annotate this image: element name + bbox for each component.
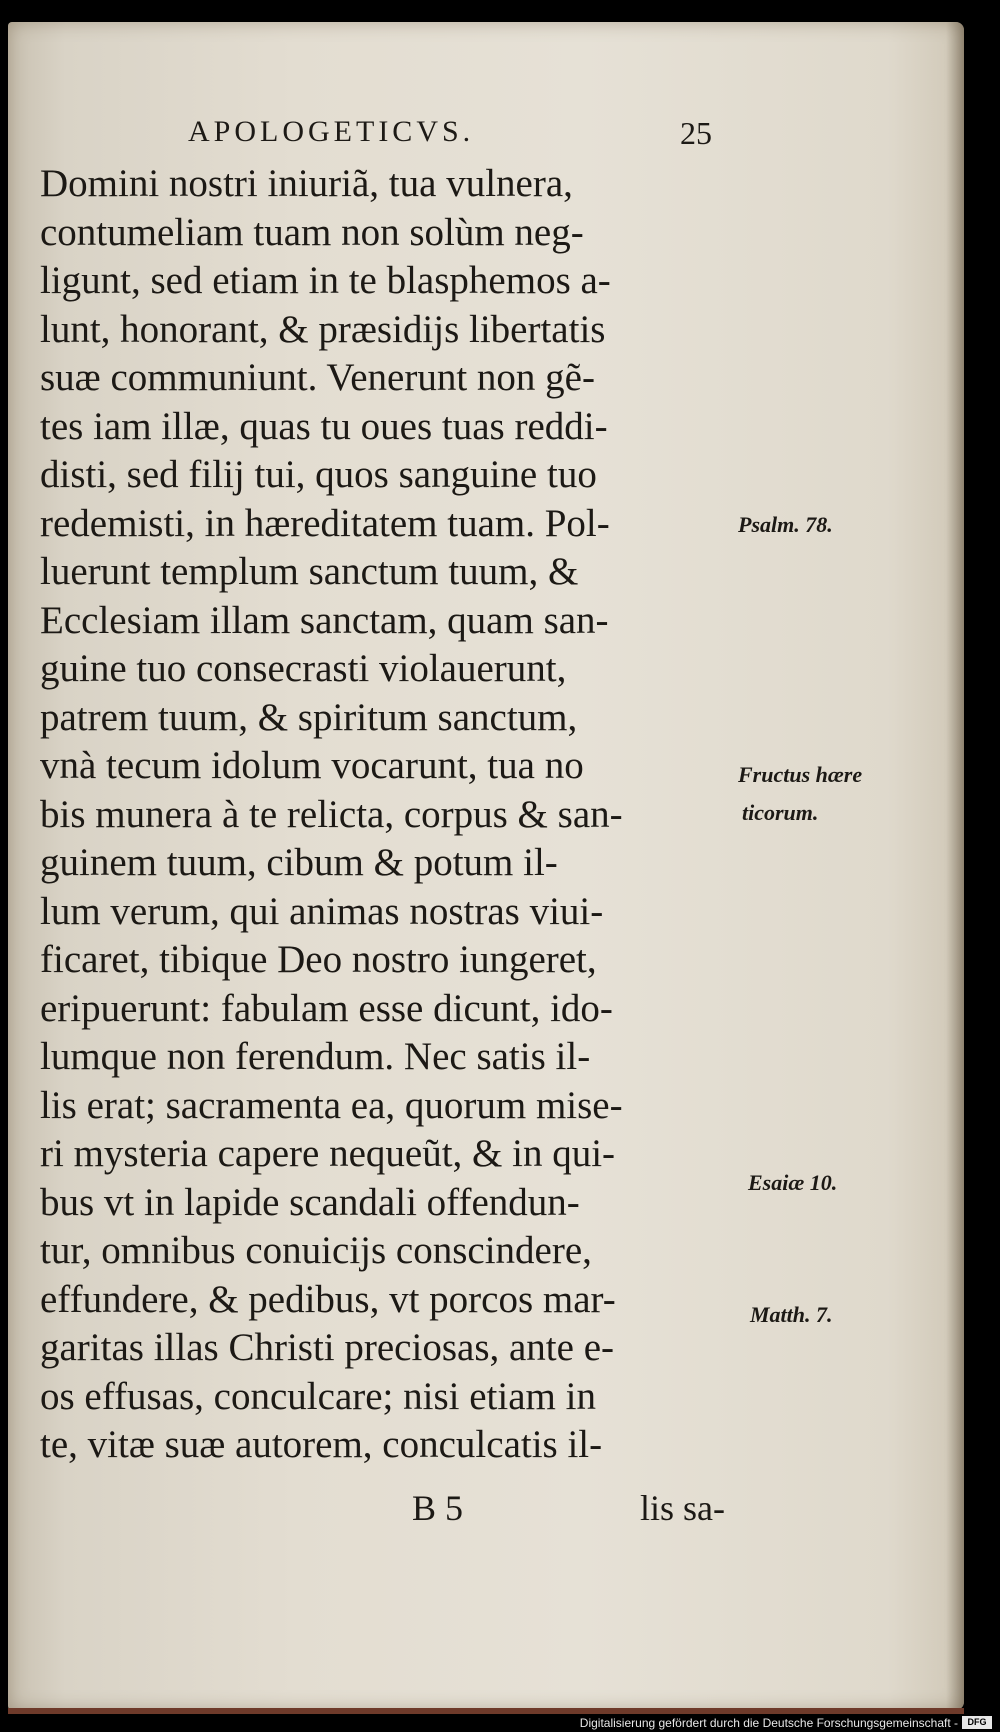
text-line: patrem tuum, & spiritum sanctum,	[40, 695, 578, 739]
text-line: tur, omnibus conuicijs conscindere,	[40, 1229, 592, 1272]
text-line: Ecclesiam illam sanctam, quam san-	[40, 598, 609, 642]
text-line: bus vt in lapide scandali offendun-	[40, 1180, 580, 1224]
marginal-note-esaiae: Esaiæ 10.	[748, 1170, 838, 1195]
text-line: vnà tecum idolum vocarunt, tua no	[40, 744, 584, 787]
text-line: redemisti, in hæreditatem tuam. Pol-	[40, 501, 610, 545]
marginal-note-fructus-cont: ticorum.	[742, 800, 819, 825]
text-line: lunt, honorant, & præsidijs libertatis	[40, 307, 606, 351]
page-gutter-shadow	[946, 22, 964, 1710]
text-line: suæ communiunt. Venerunt non gẽ-	[40, 356, 595, 399]
text-line: bis munera à te relicta, corpus & san-	[40, 792, 623, 836]
running-head: APOLOGETICVS.	[188, 115, 475, 148]
text-line: lumque non ferendum. Nec satis il-	[40, 1035, 591, 1078]
text-line: tes iam illæ, quas tu oues tuas reddi-	[40, 404, 608, 448]
text-line: effundere, & pedibus, vt porcos mar-	[40, 1277, 616, 1321]
page-number: 25	[680, 115, 712, 151]
text-line: lum verum, qui animas nostras viui-	[40, 889, 604, 933]
text-line: disti, sed filij tui, quos sanguine tuo	[40, 453, 597, 496]
text-line: guine tuo consecrasti violauerunt,	[40, 647, 567, 690]
text-line: garitas illas Christi preciosas, ante e-	[40, 1326, 614, 1369]
marginal-note-fructus: Fructus hære	[738, 762, 863, 787]
main-text-block	[40, 160, 740, 1470]
text-line: te, vitæ suæ autorem, conculcatis il-	[40, 1423, 603, 1466]
text-line: guinem tuum, cibum & potum il-	[40, 841, 558, 884]
text-line: contumeliam tuam non solùm neg-	[40, 210, 584, 254]
marginal-note-matth: Matth. 7.	[750, 1302, 833, 1327]
text-line: ficaret, tibique Deo nostro iungeret,	[40, 938, 597, 981]
text-line: ri mysteria capere nequeũt, & in qui-	[40, 1132, 616, 1175]
funding-credit: Digitalisierung gefördert durch die Deutsche Forschungsgemeinschaft -	[579, 1716, 958, 1730]
text-line: os effusas, conculcare; nisi etiam in	[40, 1374, 596, 1418]
marginal-note-psalm: Psalm. 78.	[738, 512, 833, 537]
text-line: luerunt templum sanctum tuum, &	[40, 550, 579, 593]
dfg-logo-icon: DFG	[962, 1716, 992, 1729]
text-line: eripuerunt: fabulam esse dicunt, ido-	[40, 986, 613, 1030]
text-line: lis erat; sacramenta ea, quorum mise-	[40, 1083, 623, 1127]
catchword: lis sa-	[640, 1488, 725, 1528]
text-line: Domini nostri iniuriã, tua vulnera,	[40, 162, 573, 205]
signature-mark: B 5	[412, 1488, 464, 1528]
text-line: ligunt, sed etiam in te blasphemos a-	[40, 259, 611, 302]
